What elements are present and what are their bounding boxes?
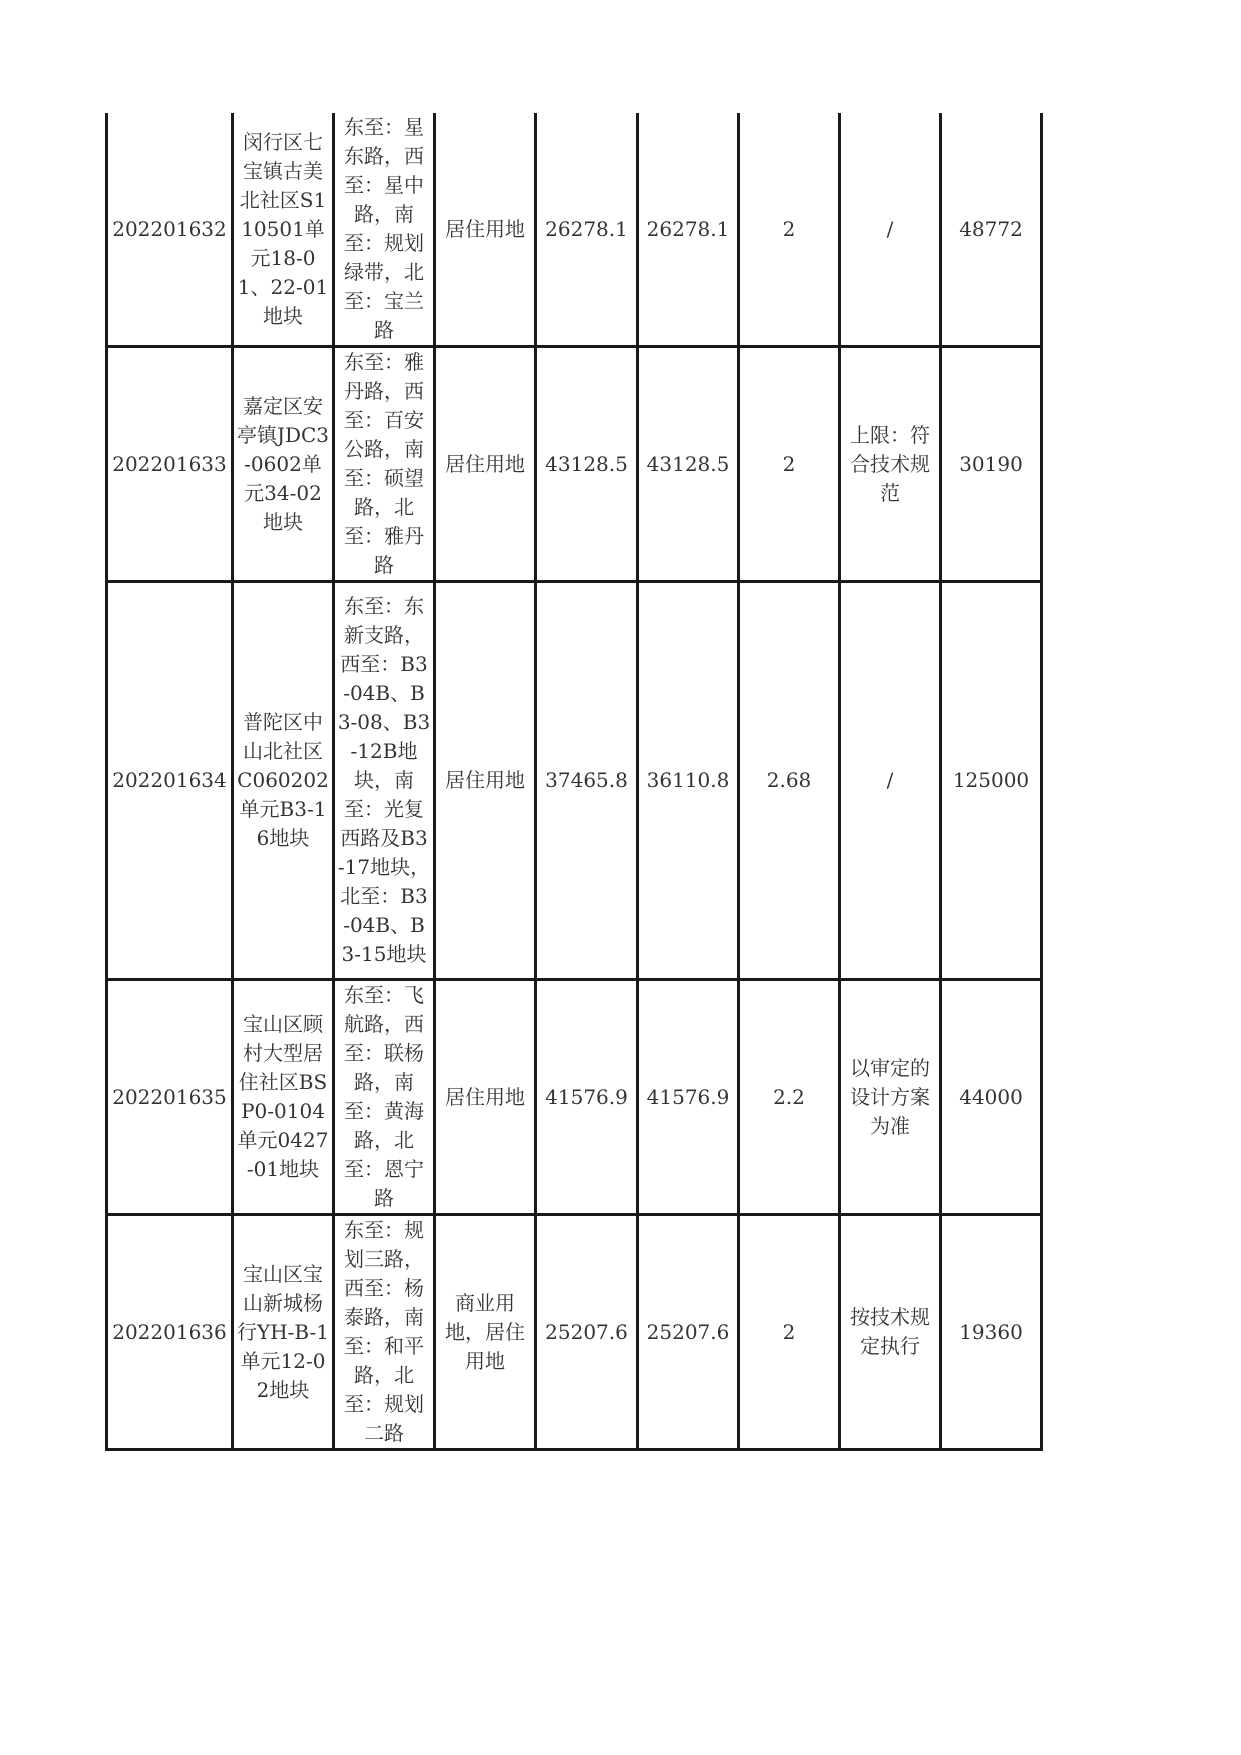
parcel-name: 嘉定区安亭镇JDC3-0602单元34-02地块 xyxy=(233,347,334,582)
parcel-name: 宝山区宝山新城杨行YH-B-1单元12-02地块 xyxy=(233,1215,334,1450)
height-limit: / xyxy=(840,582,941,980)
land-use: 居住用地 xyxy=(435,980,536,1215)
land-area: 41576.9 xyxy=(536,980,638,1215)
floor-area-ratio: 2 xyxy=(739,113,840,347)
land-use: 居住用地 xyxy=(435,582,536,980)
table-row xyxy=(107,980,1042,1215)
parcel-name: 普陀区中山北社区C060202单元B3-16地块 xyxy=(233,582,334,980)
land-area: 37465.8 xyxy=(536,582,638,980)
table-row xyxy=(107,347,1042,582)
land-area: 43128.5 xyxy=(536,347,638,582)
land-area: 25207.6 xyxy=(536,1215,638,1450)
building-area: 26278.1 xyxy=(638,113,739,347)
parcel-boundary: 东至：规划三路，西至：杨泰路，南至：和平路，北至：规划二路 xyxy=(334,1215,435,1450)
capacity: 44000 xyxy=(941,980,1042,1215)
table-row xyxy=(107,582,1042,980)
height-limit: / xyxy=(840,113,941,347)
building-area: 36110.8 xyxy=(638,582,739,980)
height-limit: 按技术规定执行 xyxy=(840,1215,941,1450)
parcel-id: 202201633 xyxy=(107,347,233,582)
capacity: 30190 xyxy=(941,347,1042,582)
parcel-id: 202201632 xyxy=(107,113,233,347)
floor-area-ratio: 2 xyxy=(739,347,840,582)
parcel-boundary: 东至：雅丹路，西至：百安公路，南至：硕望路，北至：雅丹路 xyxy=(334,347,435,582)
land-use: 商业用地，居住用地 xyxy=(435,1215,536,1450)
capacity: 48772 xyxy=(941,113,1042,347)
parcel-boundary: 东至：飞航路，西至：联杨路，南至：黄海路，北至：恩宁路 xyxy=(334,980,435,1215)
land-parcel-table xyxy=(105,113,1043,1451)
parcel-id: 202201634 xyxy=(107,582,233,980)
height-limit: 以审定的设计方案为准 xyxy=(840,980,941,1215)
table-row xyxy=(107,113,1042,347)
floor-area-ratio: 2.2 xyxy=(739,980,840,1215)
parcel-id: 202201636 xyxy=(107,1215,233,1450)
building-area: 41576.9 xyxy=(638,980,739,1215)
floor-area-ratio: 2.68 xyxy=(739,582,840,980)
table-row xyxy=(107,1215,1042,1450)
parcel-boundary: 东至：东新支路，西至：B3-04B、B3-08、B3-12B地块，南至：光复西路及B3-17地块，北至：B3-04B、B3-15地块 xyxy=(334,582,435,980)
building-area: 25207.6 xyxy=(638,1215,739,1450)
parcel-boundary: 东至：星东路，西至：星中路，南至：规划绿带，北至：宝兰路 xyxy=(334,113,435,347)
land-use: 居住用地 xyxy=(435,347,536,582)
building-area: 43128.5 xyxy=(638,347,739,582)
parcel-name: 宝山区顾村大型居住社区BSP0-0104单元0427-01地块 xyxy=(233,980,334,1215)
height-limit: 上限：符合技术规范 xyxy=(840,347,941,582)
floor-area-ratio: 2 xyxy=(739,1215,840,1450)
parcel-id: 202201635 xyxy=(107,980,233,1215)
capacity: 19360 xyxy=(941,1215,1042,1450)
parcel-name: 闵行区七宝镇古美北社区S110501单元18-01、22-01地块 xyxy=(233,113,334,347)
land-area: 26278.1 xyxy=(536,113,638,347)
capacity: 125000 xyxy=(941,582,1042,980)
land-use: 居住用地 xyxy=(435,113,536,347)
